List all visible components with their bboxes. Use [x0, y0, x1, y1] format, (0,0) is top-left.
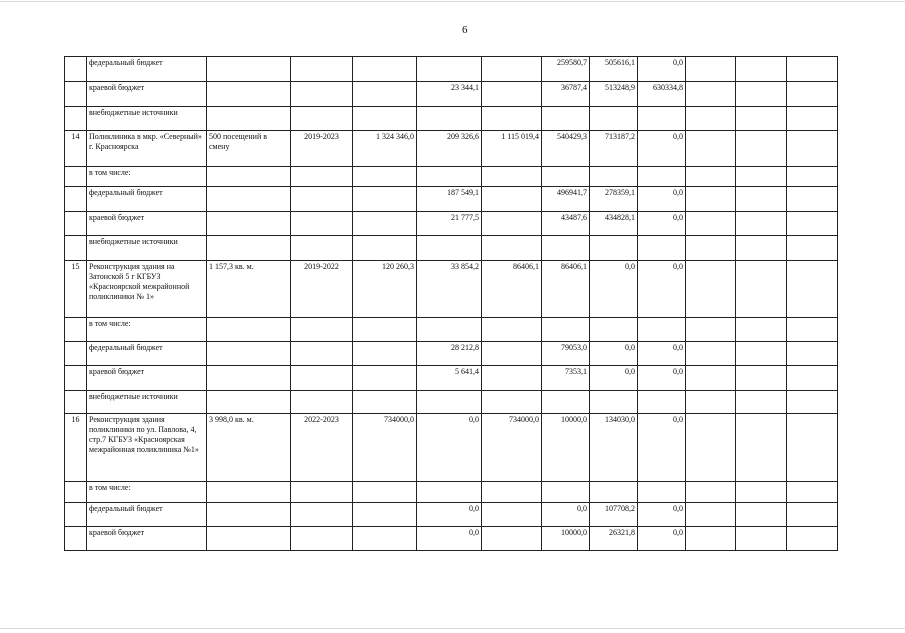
cell-value-col-8: 713187,2	[590, 131, 638, 167]
cell-capacity	[207, 366, 291, 391]
cell-total-cost	[353, 391, 417, 414]
cell-value-col-5: 33 854,2	[417, 261, 482, 318]
cell-item-name: федеральный бюджет	[87, 187, 207, 212]
cell-item-name: краевой бюджет	[87, 212, 207, 236]
cell-value-col-9: 0,0	[638, 366, 686, 391]
cell-empty-col-10	[686, 342, 736, 366]
cell-value-col-9: 0,0	[638, 57, 686, 82]
cell-empty-col-10	[686, 503, 736, 527]
cell-value-col-7: 496941,7	[542, 187, 590, 212]
cell-empty-col-12	[787, 236, 838, 261]
cell-value-col-8: 434828,1	[590, 212, 638, 236]
table-row	[65, 482, 838, 503]
cell-row-number	[65, 187, 87, 212]
cell-empty-col-11	[736, 482, 787, 503]
cell-total-cost	[353, 212, 417, 236]
cell-empty-col-11	[736, 527, 787, 551]
cell-value-col-8: 134030,0	[590, 414, 638, 482]
cell-value-col-6	[482, 167, 542, 187]
cell-value-col-8	[590, 167, 638, 187]
cell-period	[291, 391, 353, 414]
cell-value-col-7: 43487,6	[542, 212, 590, 236]
cell-value-col-5: 187 549,1	[417, 187, 482, 212]
cell-total-cost	[353, 236, 417, 261]
cell-value-col-5: 5 641,4	[417, 366, 482, 391]
cell-empty-col-10	[686, 131, 736, 167]
cell-row-number	[65, 318, 87, 342]
cell-item-name: в том числе:	[87, 318, 207, 342]
cell-item-name: Реконструкция здания поликлиники по ул. Павлова, 4, стр.7 КГБУЗ «Красноярская межрайонная поликлиника №1»	[87, 414, 207, 482]
table-row	[65, 212, 838, 236]
cell-total-cost	[353, 187, 417, 212]
cell-value-col-8: 0,0	[590, 366, 638, 391]
cell-item-name: краевой бюджет	[87, 82, 207, 107]
cell-capacity	[207, 527, 291, 551]
cell-row-number: 14	[65, 131, 87, 167]
table-row	[65, 57, 838, 82]
cell-empty-col-10	[686, 318, 736, 342]
cell-empty-col-11	[736, 503, 787, 527]
cell-value-col-8: 0,0	[590, 342, 638, 366]
cell-empty-col-10	[686, 57, 736, 82]
cell-period: 2022-2023	[291, 414, 353, 482]
cell-empty-col-11	[736, 261, 787, 318]
cell-value-col-6: 734000,0	[482, 414, 542, 482]
cell-capacity	[207, 482, 291, 503]
cell-empty-col-10	[686, 167, 736, 187]
cell-value-col-8: 107708,2	[590, 503, 638, 527]
cell-capacity	[207, 342, 291, 366]
cell-value-col-8	[590, 391, 638, 414]
cell-value-col-5	[417, 107, 482, 131]
cell-value-col-6	[482, 503, 542, 527]
cell-empty-col-12	[787, 187, 838, 212]
cell-value-col-6	[482, 107, 542, 131]
cell-value-col-7: 79053,0	[542, 342, 590, 366]
cell-value-col-6	[482, 318, 542, 342]
cell-value-col-7: 86406,1	[542, 261, 590, 318]
cell-period	[291, 57, 353, 82]
cell-empty-col-11	[736, 131, 787, 167]
cell-capacity	[207, 57, 291, 82]
cell-empty-col-12	[787, 167, 838, 187]
cell-period	[291, 236, 353, 261]
cell-value-col-8: 0,0	[590, 261, 638, 318]
cell-total-cost	[353, 167, 417, 187]
cell-row-number	[65, 167, 87, 187]
cell-value-col-6: 1 115 019,4	[482, 131, 542, 167]
cell-empty-col-11	[736, 212, 787, 236]
cell-empty-col-12	[787, 57, 838, 82]
table-row	[65, 187, 838, 212]
cell-value-col-9: 0,0	[638, 503, 686, 527]
cell-value-col-5	[417, 318, 482, 342]
cell-value-col-8	[590, 318, 638, 342]
cell-empty-col-12	[787, 503, 838, 527]
cell-row-number	[65, 236, 87, 261]
cell-value-col-5	[417, 167, 482, 187]
cell-value-col-9: 0,0	[638, 342, 686, 366]
cell-empty-col-11	[736, 236, 787, 261]
cell-value-col-5	[417, 391, 482, 414]
cell-item-name: Поликлиника в мкр. «Северный» г. Красноярска	[87, 131, 207, 167]
cell-item-name: в том числе:	[87, 482, 207, 503]
cell-empty-col-11	[736, 107, 787, 131]
cell-empty-col-10	[686, 82, 736, 107]
cell-value-col-5: 23 344,1	[417, 82, 482, 107]
table-row	[65, 503, 838, 527]
cell-item-name: Реконструкция здания на Затонской 5 г КГБУЗ «Красноярской межрайонной поликлиники № 1»	[87, 261, 207, 318]
cell-empty-col-10	[686, 391, 736, 414]
cell-empty-col-10	[686, 482, 736, 503]
cell-capacity	[207, 107, 291, 131]
table-row	[65, 391, 838, 414]
cell-period	[291, 366, 353, 391]
cell-period	[291, 482, 353, 503]
cell-value-col-6	[482, 236, 542, 261]
table-row	[65, 414, 838, 482]
cell-item-name: внебюджетные источники	[87, 236, 207, 261]
cell-total-cost: 1 324 346,0	[353, 131, 417, 167]
table-row	[65, 236, 838, 261]
cell-empty-col-11	[736, 366, 787, 391]
cell-value-col-7	[542, 167, 590, 187]
page-number: 6	[462, 24, 468, 36]
cell-empty-col-11	[736, 391, 787, 414]
cell-value-col-7: 7353,1	[542, 366, 590, 391]
table-row	[65, 366, 838, 391]
cell-value-col-6	[482, 527, 542, 551]
table-row	[65, 82, 838, 107]
cell-value-col-8: 278359,1	[590, 187, 638, 212]
cell-total-cost	[353, 527, 417, 551]
cell-empty-col-12	[787, 527, 838, 551]
cell-period	[291, 82, 353, 107]
cell-capacity	[207, 82, 291, 107]
cell-value-col-7	[542, 482, 590, 503]
cell-row-number: 16	[65, 414, 87, 482]
cell-value-col-6	[482, 212, 542, 236]
cell-capacity	[207, 318, 291, 342]
cell-value-col-8	[590, 236, 638, 261]
cell-empty-col-12	[787, 261, 838, 318]
cell-row-number	[65, 107, 87, 131]
cell-period	[291, 212, 353, 236]
cell-value-col-7	[542, 236, 590, 261]
cell-row-number: 15	[65, 261, 87, 318]
cell-value-col-6	[482, 366, 542, 391]
cell-empty-col-10	[686, 107, 736, 131]
cell-item-name: федеральный бюджет	[87, 503, 207, 527]
cell-row-number	[65, 366, 87, 391]
cell-value-col-8	[590, 482, 638, 503]
cell-empty-col-10	[686, 187, 736, 212]
cell-value-col-5: 0,0	[417, 414, 482, 482]
cell-empty-col-12	[787, 482, 838, 503]
cell-item-name: краевой бюджет	[87, 366, 207, 391]
table-row	[65, 527, 838, 551]
cell-row-number	[65, 57, 87, 82]
cell-capacity	[207, 236, 291, 261]
cell-value-col-7	[542, 107, 590, 131]
cell-period: 2019-2022	[291, 261, 353, 318]
cell-capacity: 1 157,3 кв. м.	[207, 261, 291, 318]
cell-value-col-6	[482, 342, 542, 366]
cell-period	[291, 527, 353, 551]
cell-value-col-7: 540429,3	[542, 131, 590, 167]
cell-value-col-9	[638, 482, 686, 503]
cell-item-name: внебюджетные источники	[87, 391, 207, 414]
cell-value-col-9: 0,0	[638, 212, 686, 236]
cell-value-col-5	[417, 236, 482, 261]
cell-empty-col-12	[787, 342, 838, 366]
cell-value-col-7: 259580,7	[542, 57, 590, 82]
table-row	[65, 107, 838, 131]
cell-total-cost	[353, 82, 417, 107]
cell-empty-col-12	[787, 131, 838, 167]
cell-empty-col-12	[787, 414, 838, 482]
cell-empty-col-10	[686, 236, 736, 261]
cell-item-name: федеральный бюджет	[87, 57, 207, 82]
scan-edge-top	[0, 1, 905, 2]
cell-value-col-6	[482, 82, 542, 107]
cell-total-cost	[353, 57, 417, 82]
cell-value-col-6	[482, 482, 542, 503]
cell-row-number	[65, 82, 87, 107]
cell-period	[291, 503, 353, 527]
table-body	[65, 57, 838, 551]
cell-capacity: 500 посещений в смену	[207, 131, 291, 167]
cell-row-number	[65, 503, 87, 527]
cell-value-col-9	[638, 167, 686, 187]
cell-value-col-6	[482, 187, 542, 212]
cell-total-cost	[353, 107, 417, 131]
table-row	[65, 131, 838, 167]
cell-row-number	[65, 527, 87, 551]
cell-empty-col-10	[686, 414, 736, 482]
cell-total-cost	[353, 503, 417, 527]
cell-value-col-7	[542, 318, 590, 342]
cell-value-col-6: 86406,1	[482, 261, 542, 318]
cell-value-col-9: 630334,8	[638, 82, 686, 107]
cell-value-col-5: 21 777,5	[417, 212, 482, 236]
cell-row-number	[65, 342, 87, 366]
cell-value-col-7: 36787,4	[542, 82, 590, 107]
cell-capacity	[207, 391, 291, 414]
cell-row-number	[65, 482, 87, 503]
cell-total-cost: 734000,0	[353, 414, 417, 482]
cell-value-col-9: 0,0	[638, 261, 686, 318]
cell-total-cost	[353, 366, 417, 391]
cell-empty-col-12	[787, 107, 838, 131]
cell-value-col-9	[638, 318, 686, 342]
cell-empty-col-12	[787, 391, 838, 414]
table-row	[65, 261, 838, 318]
cell-value-col-7	[542, 391, 590, 414]
cell-empty-col-11	[736, 318, 787, 342]
cell-item-name: внебюджетные источники	[87, 107, 207, 131]
cell-empty-col-11	[736, 57, 787, 82]
cell-capacity	[207, 167, 291, 187]
cell-value-col-7: 0,0	[542, 503, 590, 527]
cell-item-name: краевой бюджет	[87, 527, 207, 551]
table-row	[65, 318, 838, 342]
cell-value-col-9: 0,0	[638, 187, 686, 212]
cell-total-cost	[353, 342, 417, 366]
cell-value-col-8: 26321,8	[590, 527, 638, 551]
cell-empty-col-11	[736, 342, 787, 366]
cell-value-col-6	[482, 57, 542, 82]
cell-value-col-5: 209 326,6	[417, 131, 482, 167]
cell-value-col-5: 0,0	[417, 527, 482, 551]
cell-value-col-5	[417, 57, 482, 82]
cell-empty-col-12	[787, 366, 838, 391]
cell-value-col-9: 0,0	[638, 131, 686, 167]
cell-empty-col-12	[787, 82, 838, 107]
cell-empty-col-11	[736, 82, 787, 107]
cell-empty-col-11	[736, 167, 787, 187]
cell-period	[291, 167, 353, 187]
scan-edge-bottom	[0, 628, 905, 629]
cell-value-col-5: 0,0	[417, 503, 482, 527]
cell-period	[291, 187, 353, 212]
cell-value-col-5	[417, 482, 482, 503]
table-row	[65, 167, 838, 187]
cell-period: 2019-2023	[291, 131, 353, 167]
cell-total-cost: 120 260,3	[353, 261, 417, 318]
cell-empty-col-10	[686, 527, 736, 551]
cell-value-col-9	[638, 236, 686, 261]
cell-value-col-8: 513248,9	[590, 82, 638, 107]
cell-empty-col-10	[686, 212, 736, 236]
cell-period	[291, 107, 353, 131]
cell-value-col-5: 28 212,8	[417, 342, 482, 366]
cell-capacity	[207, 212, 291, 236]
cell-empty-col-11	[736, 414, 787, 482]
table-row	[65, 342, 838, 366]
cell-empty-col-12	[787, 318, 838, 342]
cell-value-col-6	[482, 391, 542, 414]
cell-value-col-9: 0,0	[638, 414, 686, 482]
cell-period	[291, 318, 353, 342]
cell-value-col-9	[638, 391, 686, 414]
cell-total-cost	[353, 482, 417, 503]
cell-period	[291, 342, 353, 366]
cell-capacity: 3 998,0 кв. м.	[207, 414, 291, 482]
budget-table	[64, 56, 838, 551]
cell-total-cost	[353, 318, 417, 342]
cell-value-col-9: 0,0	[638, 527, 686, 551]
cell-empty-col-10	[686, 261, 736, 318]
cell-value-col-7: 10000,0	[542, 414, 590, 482]
cell-capacity	[207, 187, 291, 212]
cell-value-col-8	[590, 107, 638, 131]
cell-value-col-7: 10000,0	[542, 527, 590, 551]
cell-value-col-9	[638, 107, 686, 131]
cell-empty-col-12	[787, 212, 838, 236]
cell-item-name: в том числе:	[87, 167, 207, 187]
cell-empty-col-11	[736, 187, 787, 212]
cell-row-number	[65, 212, 87, 236]
cell-value-col-8: 505616,1	[590, 57, 638, 82]
cell-item-name: федеральный бюджет	[87, 342, 207, 366]
cell-capacity	[207, 503, 291, 527]
cell-empty-col-10	[686, 366, 736, 391]
cell-row-number	[65, 391, 87, 414]
